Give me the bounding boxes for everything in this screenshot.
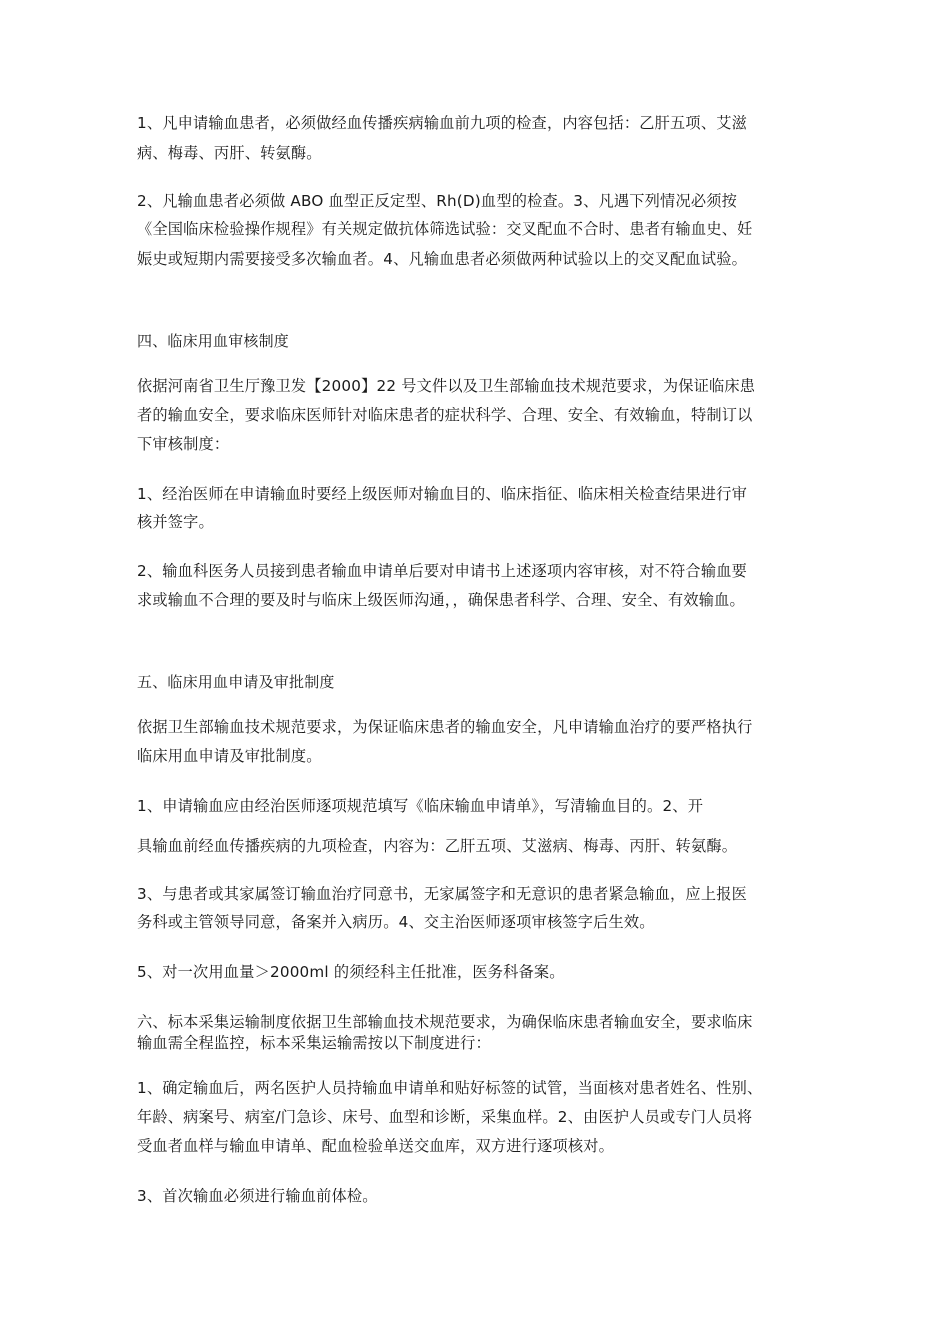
paragraph-4-line-2: 核并签字。: [137, 513, 214, 531]
paragraph-3-line-1: 依据河南省卫生厅豫卫发【2000】22 号文件以及卫生部输血技术规范要求，为保证临床患: [137, 377, 756, 395]
paragraph-2-line-3: 娠史或短期内需要接受多次输血者。4、凡输血患者必须做两种试验以上的交叉配血试验。: [137, 250, 747, 268]
paragraph-13-line-1: 3、首次输血必须进行输血前体检。: [137, 1187, 378, 1205]
section-heading-4: 四、临床用血审核制度: [137, 332, 290, 350]
paragraph-3-line-3: 下审核制度：: [137, 435, 230, 453]
paragraph-2-line-1: 2、凡输血患者必须做 ABO 血型正反定型、Rh(D)血型的检查。3、凡遇下列情况必须按: [137, 192, 737, 210]
paragraph-5-line-2: 求或输血不合理的要及时与临床上级医师沟通，，确保患者科学、合理、安全、有效输血。: [137, 591, 745, 609]
paragraph-4-line-1: 1、经治医师在申请输血时要经上级医师对输血目的、临床指征、临床相关检查结果进行审: [137, 485, 747, 503]
paragraph-9-line-1: 3、与患者或其家属签订输血治疗同意书，无家属签字和无意识的患者紧急输血，应上报医: [137, 885, 747, 903]
paragraph-7-line-1: 1、申请输血应由经治医师逐项规范填写《临床输血申请单》，写清输血目的。2、开: [137, 797, 704, 815]
paragraph-11-line-1: 六、标本采集运输制度依据卫生部输血技术规范要求，为确保临床患者输血安全，要求临床: [137, 1013, 753, 1031]
paragraph-1-line-1: 1、凡申请输血患者，必须做经血传播疾病输血前九项的检查，内容包括：乙肝五项、艾滋: [137, 114, 747, 132]
section-heading-5: 五、临床用血申请及审批制度: [137, 673, 335, 691]
paragraph-8-line-1: 具输血前经血传播疾病的九项检查，内容为：乙肝五项、艾滋病、梅毒、丙肝、转氨酶。: [137, 837, 738, 855]
paragraph-6-line-1: 依据卫生部输血技术规范要求，为保证临床患者的输血安全，凡申请输血治疗的要严格执行: [137, 718, 753, 736]
paragraph-10-line-1: 5、对一次用血量＞2000ml 的须经科主任批准，医务科备案。: [137, 963, 565, 981]
paragraph-9-line-2: 务科或主管领导同意，备案并入病历。4、交主治医师逐项审核签字后生效。: [137, 913, 655, 931]
paragraph-3-line-2: 者的输血安全，要求临床医师针对临床患者的症状科学、合理、安全、有效输血，特制订以: [137, 406, 753, 424]
paragraph-12-line-3: 受血者血样与输血申请单、配血检验单送交血库，双方进行逐项核对。: [137, 1137, 615, 1155]
paragraph-11-line-2: 输血需全程监控，标本采集运输需按以下制度进行：: [137, 1034, 491, 1052]
paragraph-6-line-2: 临床用血申请及审批制度。: [137, 747, 322, 765]
paragraph-12-line-2: 年龄、病案号、病室/门急诊、床号、血型和诊断，采集血样。2、由医护人员或专门人员将: [137, 1108, 753, 1126]
paragraph-2-line-2: 《全国临床检验操作规程》有关规定做抗体筛选试验：交叉配血不合时、患者有输血史、妊: [137, 220, 753, 238]
paragraph-1-line-2: 病、梅毒、丙肝、转氨酶。: [137, 144, 322, 162]
paragraph-5-line-1: 2、输血科医务人员接到患者输血申请单后要对申请书上述逐项内容审核，对不符合输血要: [137, 562, 747, 580]
paragraph-12-line-1: 1、确定输血后，两名医护人员持输血申请单和贴好标签的试管，当面核对患者姓名、性别、: [137, 1079, 763, 1097]
